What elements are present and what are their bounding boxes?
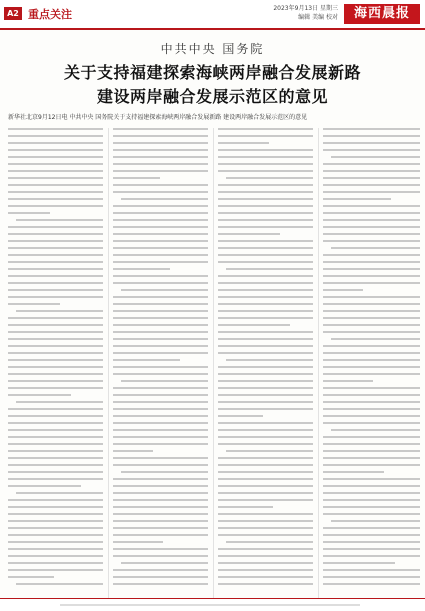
body-text-line: [113, 247, 208, 249]
body-text-line: [218, 163, 313, 165]
body-text-line: [323, 534, 420, 536]
body-text-line: [323, 422, 420, 424]
body-text-line: [113, 156, 208, 158]
body-text-line: [113, 569, 208, 571]
body-text-line: [113, 492, 208, 494]
body-text-line: [218, 499, 313, 501]
body-text-line: [16, 583, 103, 585]
body-text-line: [113, 191, 208, 193]
body-text-line: [113, 506, 208, 508]
body-text-line: [218, 233, 280, 235]
body-text-line: [113, 429, 208, 431]
body-text-line: [8, 240, 103, 242]
body-text-line: [113, 373, 208, 375]
body-text-line: [218, 247, 313, 249]
body-text-line: [113, 261, 208, 263]
body-text-line: [323, 142, 420, 144]
body-text-line: [218, 506, 273, 508]
body-text-line: [113, 520, 208, 522]
body-text-line: [113, 541, 163, 543]
body-text-line: [113, 135, 208, 137]
body-text-line: [226, 177, 313, 179]
body-text-line: [8, 142, 103, 144]
body-text-line: [218, 331, 313, 333]
body-text-line: [113, 415, 208, 417]
body-text-line: [8, 436, 103, 438]
body-text-line: [8, 485, 81, 487]
body-text-line: [113, 387, 208, 389]
body-text-line: [113, 394, 208, 396]
body-text-line: [323, 296, 420, 298]
body-text-line: [113, 450, 153, 452]
body-text-line: [8, 562, 103, 564]
article-lead: 新华社北京9月12日电 中共中央 国务院关于支持福建探索海峡两岸融合发展新路 建设两岸融合发展示范区的意见: [8, 114, 308, 121]
body-text-line: [218, 226, 313, 228]
body-text-line: [218, 478, 313, 480]
body-text-line: [218, 471, 313, 473]
body-text-line: [8, 408, 103, 410]
body-text-line: [113, 555, 208, 557]
body-text-line: [8, 443, 103, 445]
body-text-line: [8, 387, 103, 389]
body-text-line: [218, 569, 313, 571]
body-text-line: [113, 128, 208, 130]
body-text-line: [8, 471, 103, 473]
body-text-line: [323, 226, 420, 228]
body-text-line: [8, 331, 103, 333]
body-text-line: [113, 443, 208, 445]
body-text-line: [218, 373, 313, 375]
body-text-line: [8, 520, 103, 522]
body-text-line: [8, 569, 103, 571]
body-text-line: [323, 135, 420, 137]
body-text-line: [218, 184, 313, 186]
body-text-line: [8, 429, 103, 431]
page-footer: [0, 598, 425, 611]
body-text-line: [8, 338, 103, 340]
body-text-line: [323, 380, 373, 382]
body-text-line: [323, 436, 420, 438]
body-text-line: [323, 394, 420, 396]
body-text-line: [323, 324, 420, 326]
newspaper-masthead-logo: 海西晨报: [344, 4, 420, 24]
body-text-line: [113, 338, 208, 340]
body-text-line: [113, 359, 180, 361]
body-text-line: [113, 233, 208, 235]
body-text-line: [8, 275, 103, 277]
body-text-line: [331, 338, 420, 340]
body-text-line: [323, 485, 420, 487]
body-text-line: [323, 205, 420, 207]
body-text-line: [8, 198, 103, 200]
body-text-line: [323, 198, 391, 200]
body-text-line: [8, 534, 103, 536]
body-text-line: [218, 513, 313, 515]
body-text-line: [218, 464, 313, 466]
body-text-line: [218, 142, 269, 144]
body-text-line: [16, 219, 103, 221]
body-text-line: [218, 408, 313, 410]
body-text-line: [323, 191, 420, 193]
body-text-line: [8, 422, 103, 424]
body-text-line: [323, 527, 420, 529]
body-text-line: [331, 429, 420, 431]
body-text-line: [218, 443, 313, 445]
body-text-line: [323, 478, 420, 480]
body-text-line: [323, 331, 420, 333]
body-text-line: [218, 191, 313, 193]
body-text-line: [218, 296, 313, 298]
body-text-line: [113, 583, 208, 585]
body-text-line: [218, 401, 313, 403]
body-text-line: [323, 443, 420, 445]
body-text-line: [113, 401, 208, 403]
body-text-line: [323, 233, 420, 235]
body-text-line: [8, 380, 103, 382]
headline-line-2: 建设两岸融合发展示范区的意见: [96, 87, 328, 106]
body-column-2: [113, 128, 208, 598]
body-column-1: [8, 128, 103, 598]
body-text-line: [323, 562, 395, 564]
body-text-line: [323, 513, 420, 515]
body-text-line: [121, 471, 208, 473]
body-text-line: [323, 471, 384, 473]
body-text-line: [8, 541, 103, 543]
body-text-line: [323, 541, 420, 543]
body-text-line: [113, 226, 208, 228]
body-text-line: [218, 170, 313, 172]
body-text-line: [331, 156, 420, 158]
body-text-line: [218, 310, 313, 312]
body-text-line: [8, 247, 103, 249]
body-text-line: [323, 177, 420, 179]
body-text-line: [218, 345, 313, 347]
body-text-line: [8, 415, 103, 417]
body-text-line: [218, 338, 313, 340]
body-text-line: [121, 380, 208, 382]
body-text-line: [218, 261, 313, 263]
body-text-line: [8, 527, 103, 529]
body-text-line: [8, 163, 103, 165]
body-text-line: [8, 233, 103, 235]
body-text-line: [218, 436, 313, 438]
column-divider: [108, 128, 109, 598]
body-text-line: [218, 198, 313, 200]
body-text-line: [8, 450, 103, 452]
body-text-line: [218, 205, 313, 207]
body-text-line: [113, 408, 208, 410]
body-text-line: [323, 506, 420, 508]
body-text-line: [218, 422, 313, 424]
column-divider: [318, 128, 319, 598]
body-text-line: [226, 450, 313, 452]
body-text-line: [218, 324, 290, 326]
body-text-line: [331, 247, 420, 249]
body-text-line: [323, 149, 420, 151]
body-text-line: [8, 226, 103, 228]
body-text-line: [218, 366, 313, 368]
body-text-line: [323, 492, 420, 494]
body-text-line: [323, 457, 420, 459]
body-text-line: [113, 436, 208, 438]
body-text-line: [226, 359, 313, 361]
body-text-line: [113, 177, 160, 179]
body-text-line: [323, 275, 420, 277]
body-text-line: [8, 205, 103, 207]
body-text-line: [8, 352, 103, 354]
body-text-line: [16, 401, 103, 403]
body-text-line: [323, 345, 420, 347]
body-text-line: [113, 303, 208, 305]
body-text-line: [8, 499, 103, 501]
body-text-line: [218, 583, 313, 585]
body-text-line: [121, 289, 208, 291]
body-text-line: [8, 373, 103, 375]
body-text-line: [218, 128, 313, 130]
body-text-line: [323, 352, 420, 354]
body-text-line: [8, 359, 103, 361]
body-text-line: [113, 548, 208, 550]
column-divider: [213, 128, 214, 598]
body-text-line: [226, 268, 313, 270]
body-text-line: [113, 275, 208, 277]
body-text-line: [8, 135, 103, 137]
body-text-line: [8, 268, 103, 270]
body-text-line: [218, 492, 313, 494]
body-text-line: [113, 485, 208, 487]
body-text-line: [323, 401, 420, 403]
footer-rule: [60, 604, 360, 606]
body-text-line: [323, 499, 420, 501]
body-text-line: [218, 303, 313, 305]
body-text-line: [113, 464, 208, 466]
body-text-line: [113, 513, 208, 515]
body-text-line: [8, 555, 103, 557]
body-text-line: [218, 135, 313, 137]
body-text-line: [113, 282, 208, 284]
body-text-line: [8, 212, 50, 214]
body-text-line: [218, 212, 313, 214]
body-text-line: [218, 352, 313, 354]
body-text-line: [323, 569, 420, 571]
body-text-line: [8, 289, 103, 291]
body-text-line: [323, 282, 420, 284]
body-text-line: [8, 345, 103, 347]
body-text-line: [8, 303, 60, 305]
body-text-line: [113, 163, 208, 165]
body-text-line: [113, 170, 208, 172]
body-text-line: [113, 254, 208, 256]
body-text-line: [16, 492, 103, 494]
body-text-line: [323, 170, 420, 172]
body-text-line: [113, 499, 208, 501]
body-text-line: [218, 254, 313, 256]
body-text-line: [218, 555, 313, 557]
article-kicker: 中共中央 国务院: [160, 42, 265, 56]
body-text-line: [323, 128, 420, 130]
body-text-line: [8, 254, 103, 256]
body-text-line: [113, 527, 208, 529]
body-text-line: [218, 576, 313, 578]
body-text-line: [113, 296, 208, 298]
body-text-line: [323, 387, 420, 389]
body-text-line: [323, 163, 420, 165]
body-text-line: [323, 450, 420, 452]
body-text-line: [218, 534, 313, 536]
page-number-badge: A2: [4, 7, 22, 20]
body-text-line: [8, 394, 71, 396]
body-text-line: [323, 310, 420, 312]
body-text-line: [323, 555, 420, 557]
body-text-line: [218, 387, 313, 389]
body-text-line: [113, 345, 208, 347]
body-text-line: [218, 429, 313, 431]
body-text-line: [8, 191, 103, 193]
body-text-line: [323, 415, 420, 417]
body-column-4: [323, 128, 420, 598]
body-text-line: [16, 310, 103, 312]
body-text-line: [323, 576, 420, 578]
body-text-line: [218, 485, 313, 487]
body-text-line: [113, 352, 208, 354]
body-text-line: [8, 478, 103, 480]
page-header: [0, 0, 425, 30]
body-text-line: [113, 331, 208, 333]
body-text-line: [8, 324, 103, 326]
body-text-line: [8, 317, 103, 319]
body-text-line: [218, 415, 263, 417]
body-text-line: [113, 576, 208, 578]
body-text-line: [323, 583, 420, 585]
body-text-line: [323, 408, 420, 410]
body-text-line: [218, 394, 313, 396]
body-text-line: [218, 282, 313, 284]
body-text-line: [218, 275, 313, 277]
body-text-line: [113, 366, 208, 368]
body-text-line: [113, 149, 208, 151]
section-title: 重点关注: [28, 8, 72, 21]
body-text-line: [218, 156, 313, 158]
body-text-line: [218, 149, 313, 151]
header-info: [238, 4, 338, 22]
body-text-line: [323, 268, 420, 270]
body-text-line: [8, 170, 103, 172]
body-text-line: [323, 219, 420, 221]
body-text-line: [8, 296, 103, 298]
body-text-line: [113, 219, 208, 221]
body-text-line: [323, 366, 420, 368]
body-text-line: [8, 149, 103, 151]
body-text-line: [323, 548, 420, 550]
body-text-line: [113, 142, 208, 144]
body-text-line: [218, 240, 313, 242]
body-text-line: [113, 205, 208, 207]
body-text-line: [8, 548, 103, 550]
body-text-line: [218, 457, 313, 459]
body-text-line: [323, 212, 420, 214]
body-text-line: [331, 520, 420, 522]
body-text-line: [113, 212, 208, 214]
body-text-line: [8, 156, 103, 158]
body-text-line: [8, 366, 103, 368]
body-text-line: [113, 422, 208, 424]
body-text-line: [218, 520, 313, 522]
body-text-line: [8, 282, 103, 284]
body-text-line: [8, 177, 103, 179]
body-text-line: [218, 548, 313, 550]
body-text-line: [218, 527, 313, 529]
body-column-3: [218, 128, 313, 598]
body-text-line: [323, 359, 420, 361]
body-text-line: [323, 464, 420, 466]
body-text-line: [323, 289, 363, 291]
body-text-line: [113, 240, 208, 242]
body-text-line: [218, 317, 313, 319]
body-text-line: [8, 457, 103, 459]
body-text-line: [113, 184, 208, 186]
body-text-line: [8, 464, 103, 466]
body-text-line: [226, 541, 313, 543]
body-text-line: [121, 562, 208, 564]
body-text-line: [218, 219, 313, 221]
body-text-line: [8, 128, 103, 130]
body-text-line: [113, 310, 208, 312]
body-text-line: [8, 184, 103, 186]
body-text-line: [113, 268, 170, 270]
body-text-line: [323, 254, 420, 256]
body-text-line: [8, 506, 103, 508]
body-text-line: [323, 373, 420, 375]
headline-line-1: 关于支持福建探索海峡两岸融合发展新路: [63, 63, 361, 82]
body-text-line: [8, 513, 103, 515]
body-text-line: [8, 576, 54, 578]
body-text-line: [113, 457, 208, 459]
body-text-line: [218, 289, 313, 291]
body-text-line: [218, 380, 313, 382]
body-text-line: [121, 198, 208, 200]
body-text-line: [8, 261, 103, 263]
body-text-line: [113, 534, 208, 536]
body-text-line: [323, 184, 420, 186]
body-text-line: [323, 317, 420, 319]
body-text-line: [323, 240, 420, 242]
body-text-line: [323, 261, 420, 263]
body-text-line: [113, 317, 208, 319]
body-text-line: [113, 324, 208, 326]
date-line: 2023年9月13日 星期三: [273, 5, 338, 12]
body-text-line: [218, 562, 313, 564]
body-text-line: [323, 303, 420, 305]
editor-line: 编辑 美编 校对: [298, 14, 338, 21]
body-text-line: [113, 478, 208, 480]
